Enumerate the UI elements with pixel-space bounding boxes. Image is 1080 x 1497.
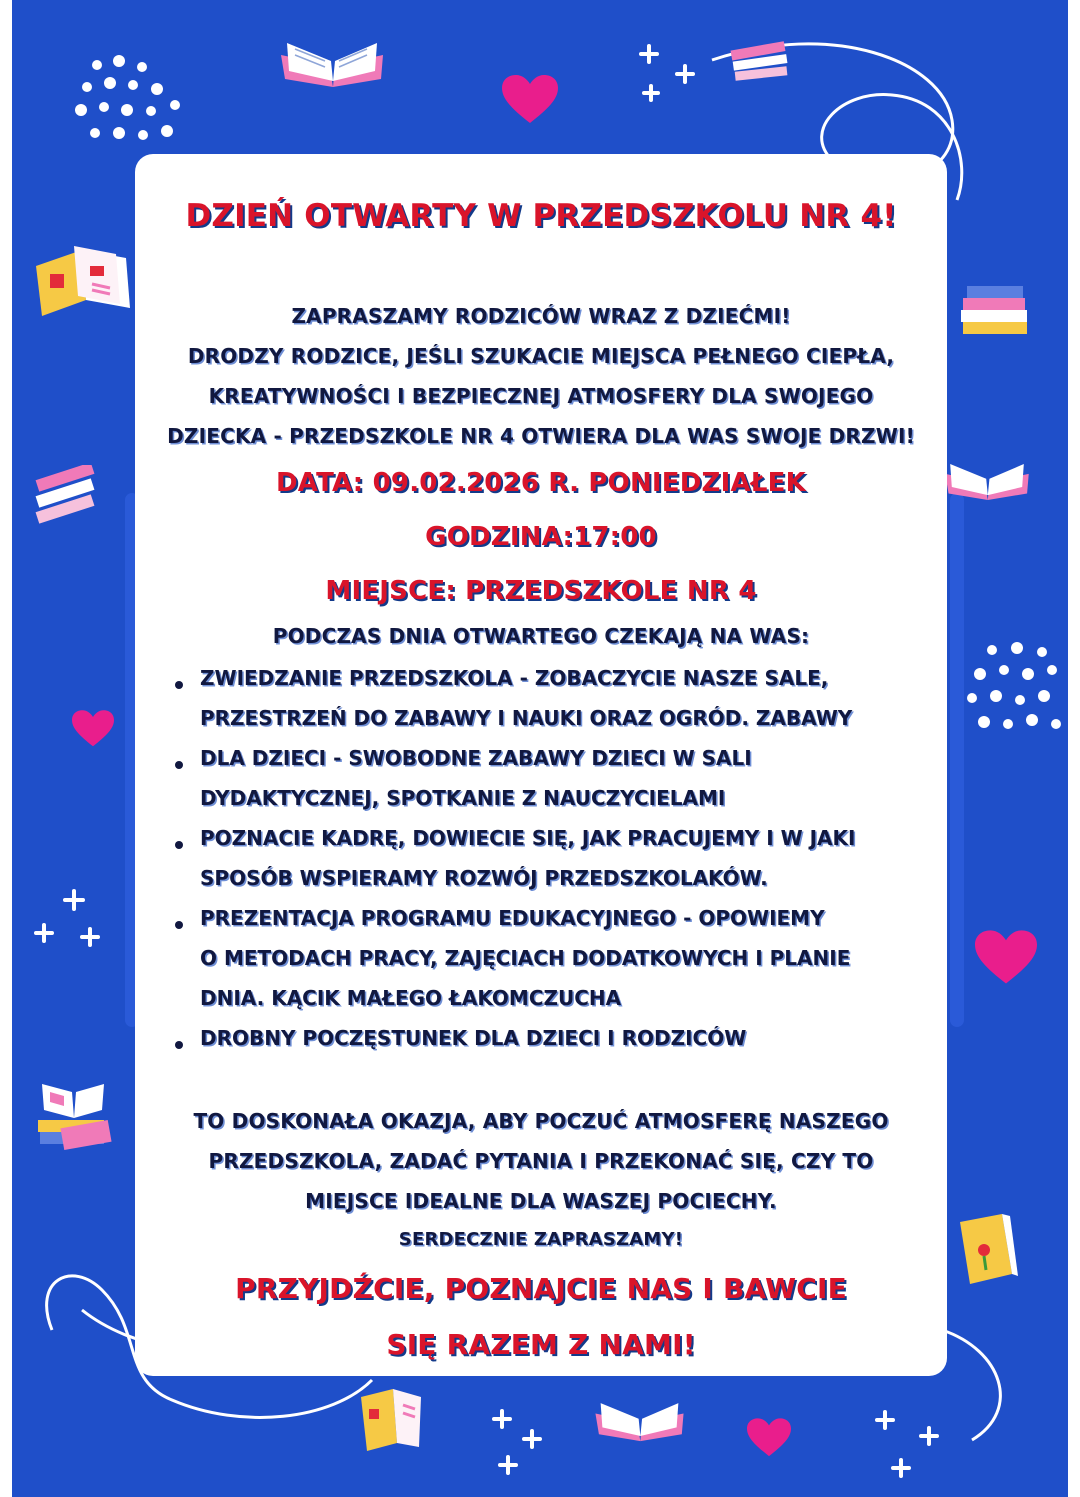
- page-title: DZIEŃ OTWARTY W PRZEDSZKOLU NR 4!: [185, 198, 897, 234]
- bullet-icon: [175, 761, 183, 769]
- list-item-line: PRZESTRZEŃ DO ZABAWY I NAUKI ORAZ OGRÓD. ZABAWY: [200, 706, 853, 730]
- content-card: [135, 154, 947, 1376]
- closing-line-4: SERDECZNIE ZAPRASZAMY!: [398, 1229, 684, 1250]
- heart-icon: [502, 75, 558, 125]
- bullet-icon: [175, 841, 183, 849]
- event-place: MIEJSCE: PRZEDSZKOLE NR 4: [325, 576, 757, 606]
- book-stack-icon: [727, 40, 792, 85]
- open-book-icon: [34, 240, 134, 330]
- open-book-icon: [357, 1385, 427, 1455]
- list-item-line: PREZENTACJA PROGRAMU EDUKACYJNEGO - OPOWIEMY: [200, 906, 825, 930]
- open-book-icon: [942, 455, 1032, 505]
- bullet-icon: [175, 921, 183, 929]
- sparkle-icon: [637, 42, 707, 107]
- poster-background: [12, 0, 1068, 1497]
- list-item-line: DYDAKTYCZNEJ, SPOTKANIE Z NAUCZYCIELAMI: [200, 786, 726, 810]
- list-heading: PODCZAS DNIA OTWARTEGO CZEKAJĄ NA WAS:: [272, 624, 810, 648]
- closing-line-3: MIEJSCE IDEALNE DLA WASZEJ POCIECHY.: [305, 1189, 777, 1213]
- intro-line-3: KREATYWNOŚCI I BEZPIECZNEJ ATMOSFERY DLA SWOJEGO: [208, 384, 874, 408]
- dots-pattern-icon: [962, 640, 1068, 750]
- list-item-line: SPOSÓB WSPIERAMY ROZWÓJ PRZEDSZKOLAKÓW.: [200, 866, 768, 890]
- list-item-line: O METODACH PRACY, ZAJĘCIACH DODATKOWYCH I PLANIE: [200, 946, 851, 970]
- list-item-line: DLA DZIECI - SWOBODNE ZABAWY DZIECI W SALI: [200, 746, 752, 770]
- sparkle-icon: [867, 1408, 952, 1483]
- heart-icon: [975, 930, 1037, 986]
- intro-line-2: DRODZY RODZICE, JEŚLI SZUKACIE MIEJSCA PEŁNEGO CIEPŁA,: [187, 344, 895, 368]
- book-stack-icon: [32, 465, 102, 530]
- heart-icon: [72, 710, 114, 748]
- intro-line-4: DZIECKA - PRZEDSZKOLE NR 4 OTWIERA DLA WAS SWOJE DRZWI!: [167, 424, 915, 448]
- closing-line-2: PRZEDSZKOLA, ZADAĆ PYTANIA I PRZEKONAĆ SIĘ, CZY TO: [208, 1149, 874, 1173]
- book-stack-icon: [950, 1212, 1020, 1292]
- open-book-icon: [277, 35, 387, 90]
- bullet-icon: [175, 681, 183, 689]
- book-stack-icon: [957, 282, 1037, 342]
- bullet-icon: [175, 1041, 183, 1049]
- list-item-line: ZWIEDZANIE PRZEDSZKOLA - ZOBACZYCIE NASZE SALE,: [200, 666, 829, 690]
- list-item-line: POZNACIE KADRĘ, DOWIECIE SIĘ, JAK PRACUJEMY I W JAKI: [200, 826, 856, 850]
- list-item-line: DNIA. KĄCIK MAŁEGO ŁAKOMCZUCHA: [200, 986, 622, 1010]
- event-time: GODZINA:17:00: [425, 522, 657, 552]
- footer-line-1: PRZYJDŹCIE, POZNAJCIE NAS I BAWCIE: [235, 1272, 847, 1305]
- sparkle-icon: [482, 1405, 552, 1480]
- closing-line-1: TO DOSKONAŁA OKAZJA, ABY POCZUĆ ATMOSFERĘ NASZEGO: [193, 1109, 889, 1133]
- event-date: DATA: 09.02.2026 R. PONIEDZIAŁEK: [275, 468, 806, 498]
- list-item-line: DROBNY POCZĘSTUNEK DLA DZIECI I RODZICÓW: [200, 1026, 747, 1050]
- book-stack-icon: [32, 1080, 117, 1155]
- sparkle-icon: [30, 885, 110, 955]
- dots-pattern-icon: [67, 55, 197, 155]
- intro-line-1: ZAPRASZAMY RODZICÓW WRAZ Z DZIEĆMI!: [291, 304, 791, 328]
- heart-icon: [747, 1418, 791, 1458]
- open-book-icon: [592, 1395, 687, 1445]
- footer-line-2: SIĘ RAZEM Z NAMI!: [386, 1328, 696, 1361]
